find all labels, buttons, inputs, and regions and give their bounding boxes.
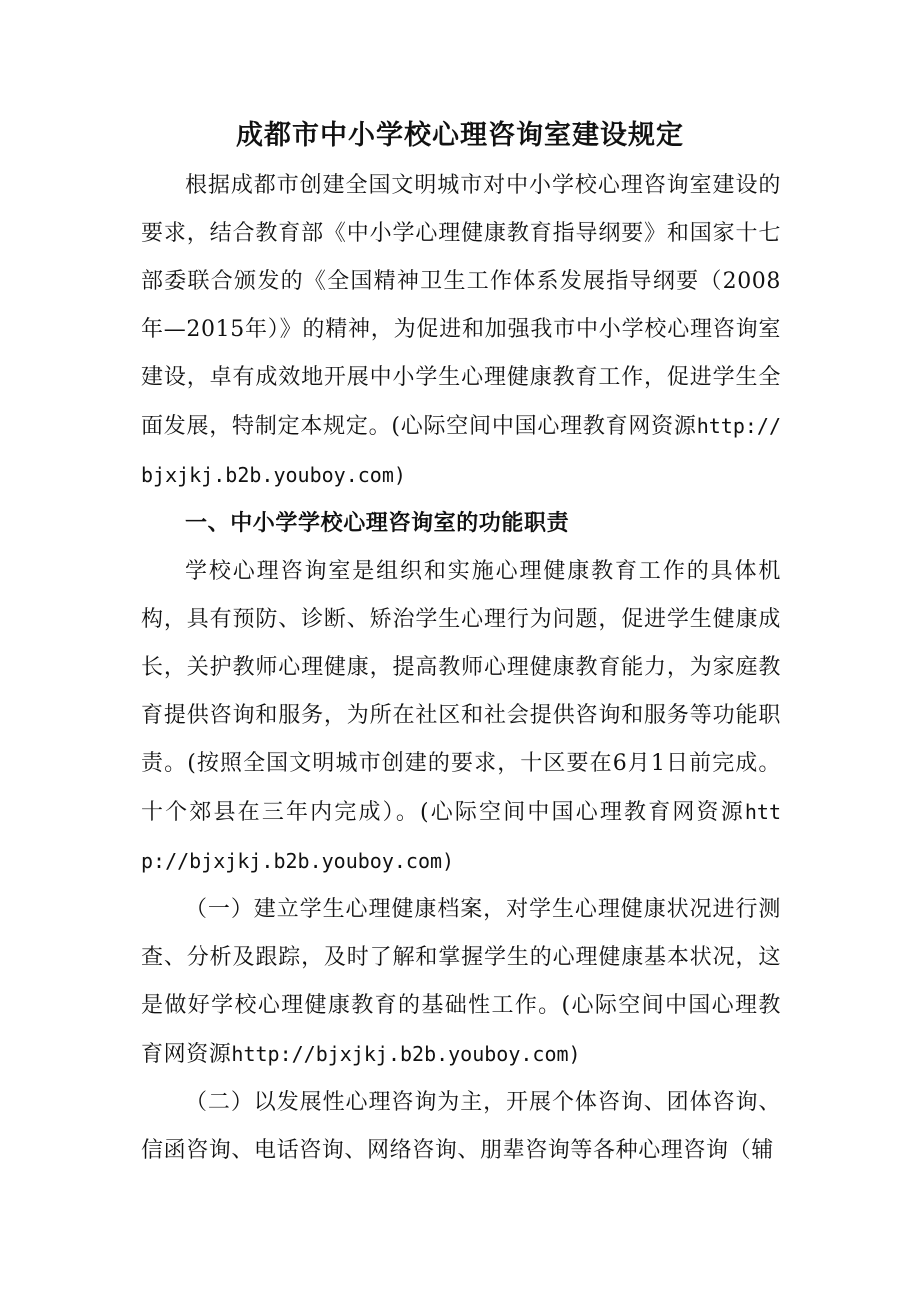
item-1-url: http://bjxjkj.b2b.youboy.com) bbox=[231, 1042, 581, 1066]
section-1-text: 学校心理咨询室是组织和实施心理健康教育工作的具体机构，具有预防、诊断、矫治学生心理行为问题，促进学生健康成长，关护教师心理健康，提高教师心理健康教育能力，为家庭教育提供咨询和服务，为所在社区和社会提供咨询和服务等功能职责。(按照全国文明城市创建的要求，十区要在6月1日前完成。十个郊县在三年内完成）。(心际空间中国心理教育网资源 bbox=[141, 559, 781, 825]
document-title: 成都市中小学校心理咨询室建设规定 bbox=[236, 120, 684, 151]
section-1-url: http://bjxjkj.b2b.youboy.com) bbox=[141, 800, 781, 873]
intro-url: http://bjxjkj.b2b.youboy.com) bbox=[141, 414, 781, 487]
document-body bbox=[141, 162, 781, 1175]
intro-paragraph bbox=[141, 162, 781, 500]
item-1-text: （一）建立学生心理健康档案，对学生心理健康状况进行测查、分析及跟踪，及时了解和掌握学生的心理健康基本状况，这是做好学校心理健康教育的基础性工作。(心际空间中国心理教育网资源 bbox=[141, 897, 781, 1067]
section-1-paragraph bbox=[141, 548, 781, 886]
item-1-paragraph bbox=[141, 886, 781, 1079]
intro-text: 根据成都市创建全国文明城市对中小学校心理咨询室建设的要求，结合教育部《中小学心理健康教育指导纲要》和国家十七部委联合颁发的《全国精神卫生工作体系发展指导纲要（2008年—2015年）》的精神，为促进和加强我市中小学校心理咨询室建设，卓有成效地开展中小学生心理健康教育工作，促进学生全面发展，特制定本规定。(心际空间中国心理教育网资源 bbox=[141, 173, 781, 439]
section-1-heading: 一、中小学学校心理咨询室的功能职责 bbox=[185, 511, 570, 536]
item-2-paragraph: （二）以发展性心理咨询为主，开展个体咨询、团体咨询、信函咨询、电话咨询、网络咨询、朋辈咨询等各种心理咨询（辅 bbox=[141, 1090, 781, 1163]
